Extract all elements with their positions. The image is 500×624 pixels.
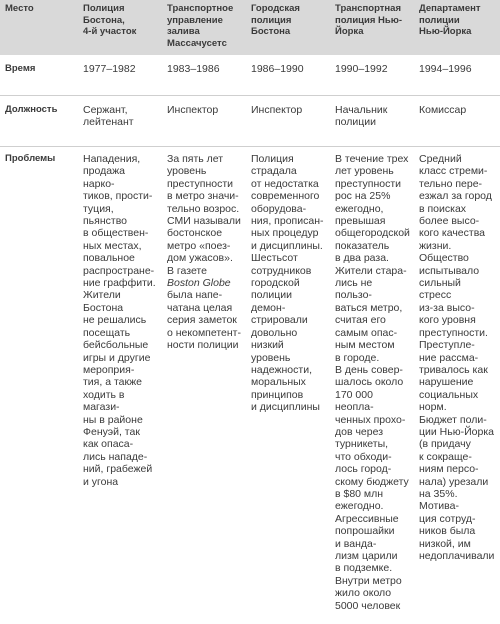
header-boston-police: Городская полиция Бостона	[246, 0, 330, 55]
cell-time: 1994–1996	[414, 55, 500, 96]
cell-problems: Полиция страдала от недостатка современного оборудова- ния, прописан- ных процедур и дисциплины. Шестьсот сотрудников городской полиции демон- стрировали довольно низкий уровень надежности, моральных принципов и дисциплины	[246, 147, 330, 624]
table-row-position	[0, 96, 500, 147]
cell-time: 1986–1990	[246, 55, 330, 96]
cell-position: Сержант, лейтенант	[78, 96, 162, 147]
cell-position: Начальник полиции	[330, 96, 414, 147]
header-mbta: Транспортное управление залива Массачусетс	[162, 0, 246, 55]
header-nypd: Департамент полиции Нью-Йорка	[414, 0, 500, 55]
table-row-problems	[0, 147, 500, 624]
header-nyc-transit-police: Транспортная полиция Нью- Йорка	[330, 0, 414, 55]
cell-position: Инспектор	[162, 96, 246, 147]
cell-problems	[162, 147, 246, 624]
header-place: Место	[0, 0, 78, 55]
header-boston-district-4: Полиция Бостона, 4-й участок	[78, 0, 162, 55]
row-label-problems: Проблемы	[0, 147, 78, 624]
table-header-row	[0, 0, 500, 55]
cell-position: Инспектор	[246, 96, 330, 147]
cell-time: 1983–1986	[162, 55, 246, 96]
newspaper-name: Boston Globe	[167, 277, 231, 289]
row-label-position: Должность	[0, 96, 78, 147]
row-label-time: Время	[0, 55, 78, 96]
table-row-time	[0, 55, 500, 96]
cell-problems: В течение трех лет уровень преступности рос на 25% ежегодно, превышая общегородской показатель в два раза. Жители стара- лись не пользо- ваться метро, считая его самым опас- ным местом в городе. В день совер- шалось около 170 000 неопла- ченных прохо- дов через турникеты, что обходи- лось город- скому бюджету в $80 млн ежегодно. Агрессивные попрошайки и ванда- лизм царили в подземке. Внутри метро жило около 5000 человек	[330, 147, 414, 624]
cell-problems: Нападения, продажа нарко- тиков, прости- туция, пьянство в обществен- ных местах, повальное распростране- ние граффити. Жители Бостона не решались посещать бейсбольные игры и другие мероприя- тия, а также ходить в магази- ны в районе Фенуэй, так как опаса- лись нападе- ний, грабежей и угона	[78, 147, 162, 624]
cell-time: 1977–1982	[78, 55, 162, 96]
cell-position: Комиссар	[414, 96, 500, 147]
cell-problems: Средний класс стреми- тельно пере- езжал за город в поисках более высо- кого качества жизни. Общество испытывало сильный стресс из-за высо- кого уровня преступности. Преступле- ние рассма- тривалось как нарушение социальных норм. Бюджет поли- ции Нью-Йорка (в придачу к сокраще- ниям персо- нала) урезали на 35%. Мотива- ция сотруд- ников была низкой, им недоплачивали	[414, 147, 500, 624]
problems-text: За пять лет уровень преступности в метро значи- тельно возрос. СМИ называли бостонское метро «поез- дом ужасов». В газете	[167, 153, 241, 277]
problems-text: была напе- чатана целая серия заметок о некомпетент- ности полиции	[167, 289, 241, 351]
cell-time: 1990–1992	[330, 55, 414, 96]
